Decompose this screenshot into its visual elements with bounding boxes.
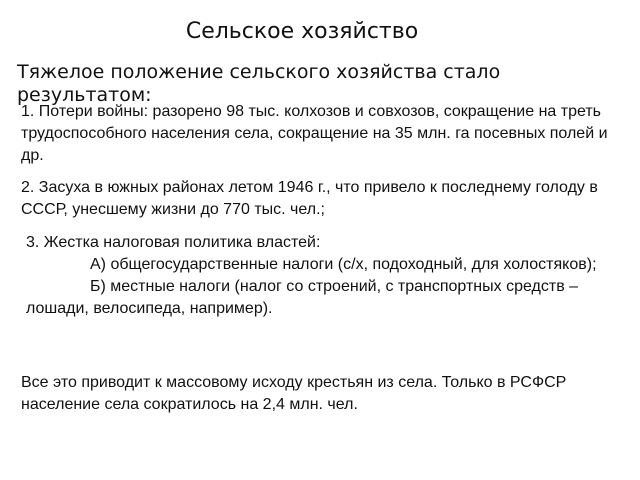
point-tax-policy-heading: 3. Жестка налоговая политика властей:	[26, 234, 321, 251]
conclusion-text: Все это приводит к массовому исходу крестьян из села. Только в РСФСР население села сократилось на 2,4 млн. чел.	[21, 374, 567, 413]
point-drought	[21, 177, 621, 221]
slide-subtitle: Тяжелое положение сельского хозяйства стало результатом:	[17, 61, 501, 106]
slide-title: Сельское хозяйство	[185, 19, 419, 44]
point-tax-policy-item-b: Б) местные налоги (налог со строений, с транспортных средств – лошади, велосипеда, например).	[26, 278, 579, 317]
point-war-losses-text: 1. Потери войны: разорено 98 тыс. колхозов и совхозов, сокращение на треть трудоспособного населения села, сокращение на 35 млн. га посевных полей и др.	[21, 103, 608, 164]
point-tax-policy	[26, 232, 616, 320]
point-tax-policy-item-a: А) общегосударственные налоги (с/х, подоходный, для холостяков);	[90, 256, 597, 273]
point-war-losses	[21, 101, 621, 167]
point-drought-text: 2. Засуха в южных районах летом 1946 г., что привело к последнему голоду в СССР, унесшему жизни до 770 тыс. чел.;	[21, 179, 598, 218]
conclusion	[21, 372, 581, 416]
